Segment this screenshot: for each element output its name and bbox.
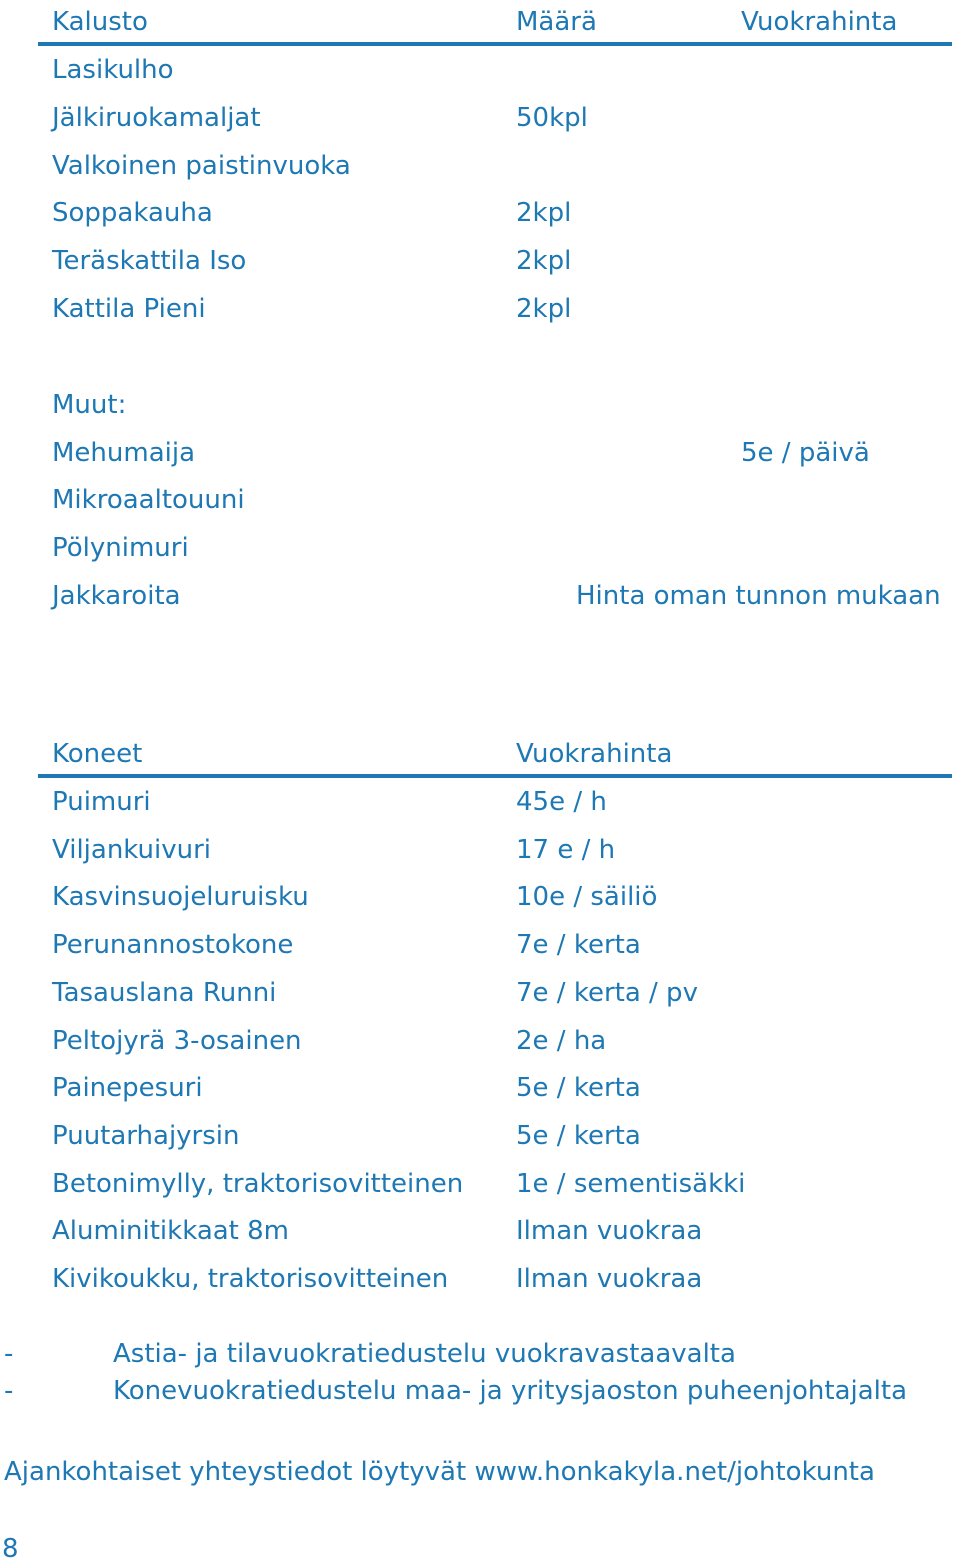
kalusto-header-rule <box>38 42 952 46</box>
kalusto-item: Teräskattila Iso <box>52 246 247 276</box>
kone-item: Perunannostokone <box>52 930 294 960</box>
koneet-price-header: Vuokrahinta <box>516 739 673 769</box>
kone-price: 7e / kerta / pv <box>516 978 698 1008</box>
kone-item: Betonimylly, traktorisovitteinen <box>52 1169 464 1199</box>
muut-item: Mehumaija <box>52 438 196 468</box>
kone-item: Kasvinsuojeluruisku <box>52 882 309 912</box>
kalusto-amount: 2kpl <box>516 198 572 228</box>
note-bullet: - <box>4 1376 14 1406</box>
koneet-header: Koneet <box>52 739 143 769</box>
kalusto-item: Lasikulho <box>52 55 174 85</box>
kalusto-item: Valkoinen paistinvuoka <box>52 151 351 181</box>
jakkaroita-price: Hinta oman tunnon mukaan <box>576 581 941 611</box>
note-bullet: - <box>4 1339 14 1369</box>
kalusto-amount: 2kpl <box>516 294 572 324</box>
kalusto-item: Soppakauha <box>52 198 213 228</box>
note-text: Astia- ja tilavuokratiedustelu vuokravastaavalta <box>113 1339 736 1369</box>
kone-price: 17 e / h <box>516 835 616 865</box>
muut-item: Mikroaaltouuni <box>52 485 245 515</box>
kone-price: 5e / kerta <box>516 1073 641 1103</box>
kone-price: Ilman vuokraa <box>516 1264 703 1294</box>
kone-price: 5e / kerta <box>516 1121 641 1151</box>
kone-price: 10e / säiliö <box>516 882 658 912</box>
kone-item: Viljankuivuri <box>52 835 212 865</box>
contact-line: Ajankohtaiset yhteystiedot löytyvät www.honkakyla.net/johtokunta <box>4 1457 875 1487</box>
kalusto-item: Kattila Pieni <box>52 294 206 324</box>
kone-price: 7e / kerta <box>516 930 641 960</box>
kone-item: Painepesuri <box>52 1073 203 1103</box>
kone-price: Ilman vuokraa <box>516 1216 703 1246</box>
note-text: Konevuokratiedustelu maa- ja yritysjaoston puheenjohtajalta <box>113 1376 908 1406</box>
kone-item: Puimuri <box>52 787 151 817</box>
kone-item: Aluminitikkaat 8m <box>52 1216 290 1246</box>
kone-price: 1e / sementisäkki <box>516 1169 746 1199</box>
kone-item: Puutarhajyrsin <box>52 1121 240 1151</box>
muut-item: Pölynimuri <box>52 533 189 563</box>
kalusto-header: Kalusto <box>52 7 148 37</box>
maara-header: Määrä <box>516 7 597 37</box>
mehumaija-price: 5e / päivä <box>741 438 870 468</box>
koneet-header-rule <box>38 774 952 778</box>
kalusto-amount: 2kpl <box>516 246 572 276</box>
kone-price: 2e / ha <box>516 1026 607 1056</box>
kone-price: 45e / h <box>516 787 607 817</box>
muut-item: Jakkaroita <box>52 581 181 611</box>
kalusto-item: Jälkiruokamaljat <box>52 103 261 133</box>
page-number: 8 <box>2 1534 19 1564</box>
kalusto-amount: 50kpl <box>516 103 588 133</box>
vuokrahinta-header: Vuokrahinta <box>741 7 898 37</box>
kone-item: Peltojyrä 3-osainen <box>52 1026 302 1056</box>
muut-label: Muut: <box>52 390 127 420</box>
kone-item: Tasauslana Runni <box>52 978 277 1008</box>
kone-item: Kivikoukku, traktorisovitteinen <box>52 1264 449 1294</box>
